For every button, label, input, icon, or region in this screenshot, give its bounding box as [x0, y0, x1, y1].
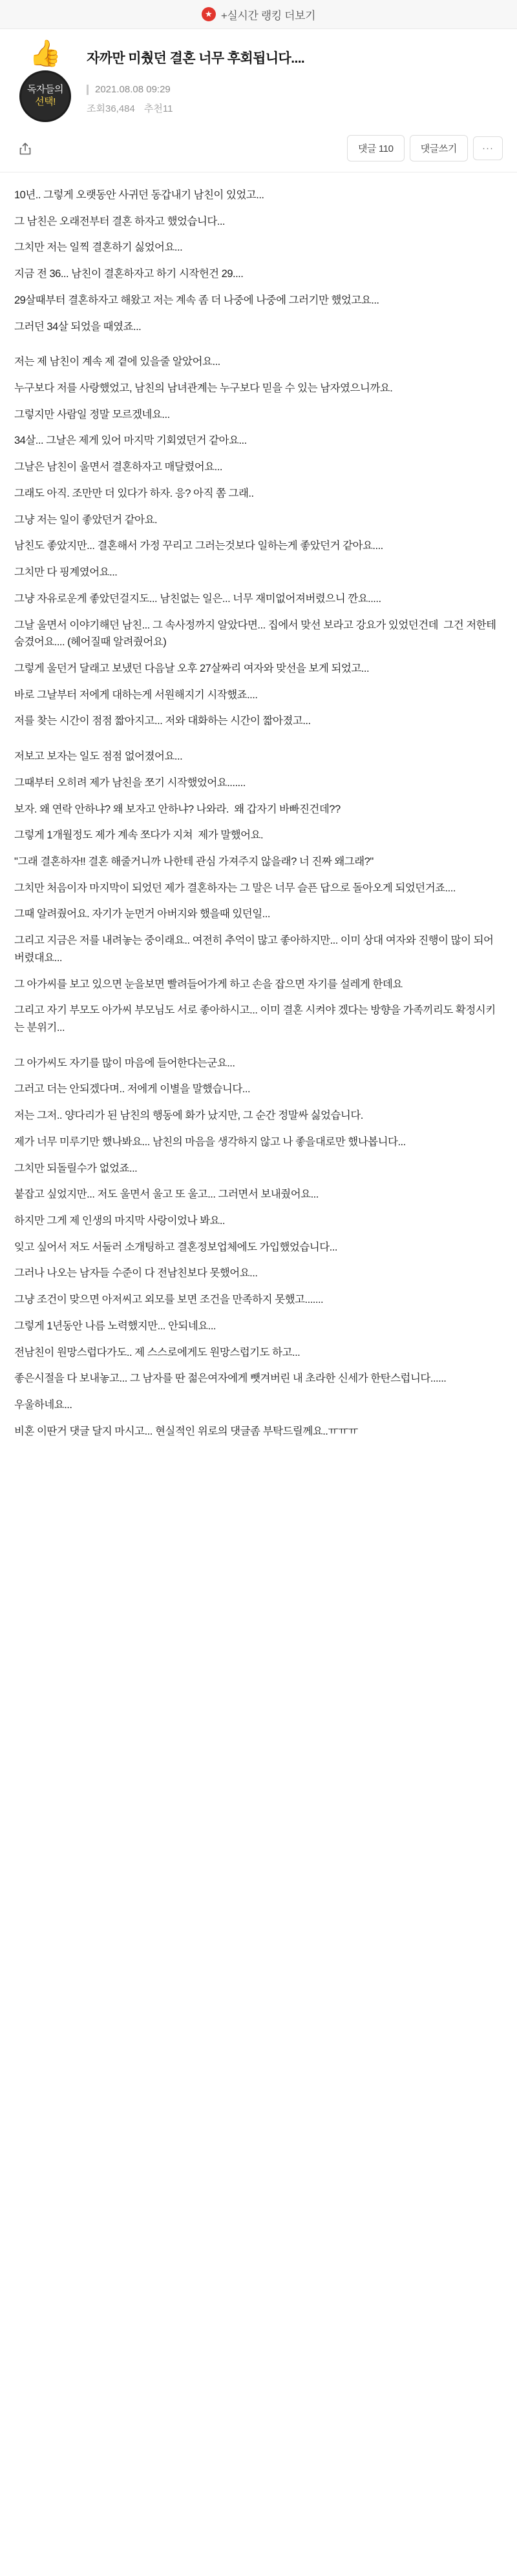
post-paragraph: 그러고 더는 안되겠다며.. 저에게 이별을 말했습니다... [14, 1083, 251, 1096]
star-icon: ★ [202, 7, 216, 21]
post-paragraph: 전남친이 원망스럽다가도.. 제 스스로에게도 원망스럽기도 하고... [14, 1346, 301, 1358]
post-paragraph: 비혼 이딴거 댓글 달지 마시고... 현실적인 위로의 댓글좀 부탁드릴께요..ㅠㅠㅠ [14, 1425, 358, 1437]
post-paragraph: 그렇게 1년동안 나름 노력했지만... 안되네요... [14, 1320, 216, 1332]
post-header-main [87, 41, 503, 115]
editors-choice-badge [19, 70, 71, 122]
post-paragraph: 그냥 조건이 맞으면 아저씨고 외모를 보면 조건을 만족하지 못했고....... [14, 1294, 324, 1306]
action-right-group [347, 135, 503, 161]
post-paragraph: 누구보다 저를 사랑했었고, 남친의 남녀관계는 누구보다 믿을 수 있는 남자였으니까요. [14, 382, 393, 395]
more-options-button[interactable]: ··· [473, 136, 503, 160]
post-paragraph: 그래도 아직. 조만만 더 있다가 하자. 응? 아직 쫌 그래.. [14, 487, 254, 499]
post-paragraph: 그 아가씨도 자기를 많이 마음에 들어한다는군요... [14, 1057, 235, 1069]
paragraph-spacer [14, 1046, 503, 1055]
post-paragraph: 그치만 저는 일찍 결혼하기 싫었어요... [14, 242, 183, 254]
paragraph-spacer [14, 739, 503, 748]
post-paragraph: 하지만 그게 제 인생의 마지막 사랑이었나 봐요.. [14, 1215, 226, 1227]
post-header [0, 29, 517, 129]
post-paragraph: 그냥 저는 일이 좋았던거 같아요. [14, 514, 158, 526]
post-paragraph: 그 아가씨를 보고 있으면 눈을보면 빨려들어가게 하고 손을 잡으면 자기를 설레게 한데요 [14, 978, 403, 990]
realtime-ranking-label: +실시간 랭킹 더보기 [220, 9, 316, 22]
post-paragraph: 그렇지만 사람일 정말 모르겠네요... [14, 408, 170, 421]
thumbs-up-icon: 👍 [29, 39, 61, 68]
post-paragraph: 저는 제 남친이 계속 제 곁에 있을줄 알았어요... [14, 356, 220, 368]
post-paragraph: 그리고 지금은 저를 내려놓는 중이래요.. 여전히 추억이 많고 좋아하지만... 이미 상대 여자와 진행이 많이 되어 버렸대요... [14, 935, 496, 964]
post-date: 2021.08.08 09:29 [95, 84, 171, 96]
post-paragraph: 우울하네요... [14, 1399, 72, 1411]
post-paragraph: 저보고 보자는 일도 점점 없어졌어요... [14, 751, 183, 763]
post-paragraph: 10년.. 그렇게 오랫동안 사귀던 동갑내기 남친이 있었고... [14, 189, 264, 201]
post-paragraph: 그러나 나오는 남자들 수준이 다 전남친보다 못했어요... [14, 1267, 258, 1280]
post-paragraph: 그냥 자유로운게 좋았던걸지도... 남친없는 일은... 너무 재미없어져버렸으니 깐요..... [14, 592, 381, 605]
post-paragraph: 29살때부터 결혼하자고 해왔고 저는 계속 좀 더 나중에 나중에 그러기만 했었고요... [14, 294, 379, 306]
post-paragraph: 제가 너무 미루기만 했나봐요... 남친의 마음을 생각하지 않고 나 좋을대로만 했나봅니다... [14, 1136, 406, 1148]
post-paragraph: 그때부터 오히려 제가 남친을 쪼기 시작했었어요....... [14, 776, 246, 789]
post-paragraph: 그치만 되돌릴수가 없었죠... [14, 1162, 138, 1174]
post-paragraph: 그때 알려줬어요. 자기가 눈먼거 아버지와 했을때 있던일... [14, 908, 270, 920]
post-paragraph: 그날은 남친이 울면서 결혼하자고 매달렸어요... [14, 461, 222, 473]
post-paragraph: 그러던 34살 되었을 때였죠... [14, 320, 142, 333]
post-paragraph: 저는 그저.. 양다리가 된 남친의 행동에 화가 났지만, 그 순간 정말싸 싫었습니다. [14, 1110, 363, 1122]
post-likes: 추천11 [143, 103, 173, 115]
post-paragraph: 그렇게 1개월정도 제가 계속 쪼다가 지쳐 제가 말했어요. [14, 829, 264, 842]
meta-divider [87, 85, 89, 95]
post-paragraph: 그 남친은 오래전부터 결혼 하자고 했었습니다... [14, 215, 226, 227]
badge-line-1: 독자들의 [27, 84, 63, 96]
share-icon[interactable] [14, 138, 36, 160]
post-paragraph: 보자. 왜 연락 안하냐? 왜 보자고 안하냐? 나와라. 왜 갑자기 바빠진건데?? [14, 803, 341, 815]
post-paragraph: 좋은시절을 다 보내놓고... 그 남자를 딴 젊은여자에게 뺏겨버린 내 초라한 신세가 한탄스럽니다...... [14, 1373, 447, 1385]
post-paragraph: 붙잡고 싶었지만... 저도 울면서 울고 또 울고... 그러면서 보내줬어요... [14, 1189, 319, 1201]
badge-line-2: 선택! [35, 96, 56, 107]
post-views: 조회36,484 [87, 103, 135, 115]
post-date-row [87, 84, 503, 95]
comments-button[interactable]: 댓글 110 [347, 135, 405, 161]
post-paragraph: "그래 결혼하자!! 결혼 해줄거니까 나한테 관심 가져주지 않을래? 너 진짜 왜그래?" [14, 855, 374, 867]
post-badge-group [14, 41, 76, 122]
paragraph-spacer [14, 344, 503, 353]
realtime-ranking-banner[interactable] [0, 0, 517, 29]
post-stats-row [87, 101, 503, 115]
post-paragraph: 그날 울면서 이야기해던 남친... 그 속사정까지 알았다면... 집에서 맞선 보라고 강요가 있었던건데 그건 저한테 숨겼어요.... (헤어질때 알려줬어요) [14, 619, 499, 649]
post-paragraph: 그치만 처음이자 마지막이 되었던 제가 결혼하자는 그 말은 너무 슬픈 답으로 돌아오게 되었던거죠.... [14, 882, 456, 894]
post-paragraph: 지금 전 36... 남친이 결혼하자고 하기 시작헌건 29.... [14, 268, 244, 280]
post-paragraph: 34살... 그날은 제게 있어 마지막 기회였던거 같아요... [14, 435, 247, 447]
post-content [0, 172, 517, 1466]
post-paragraph: 바로 그날부터 저에게 대하는게 서원해지기 시작했죠.... [14, 689, 258, 701]
page-title: 자까만 미췄던 결혼 너무 후회됩니다.... [87, 51, 305, 66]
write-comment-button[interactable]: 댓글쓰기 [410, 135, 468, 161]
post-paragraph: 그렇게 울던거 달래고 보냈던 다음날 오후 27살짜리 여자와 맞선을 보게 되었고... [14, 662, 370, 674]
post-paragraph: 그치만 다 핑계였어요... [14, 566, 118, 579]
post-paragraph: 잊고 싶어서 저도 서둘러 소개팅하고 결혼정보업체에도 가입했었습니다... [14, 1241, 337, 1253]
post-paragraph: 남친도 좋았지만... 결혼해서 가정 꾸리고 그러는것보다 일하는게 좋았던거 같아요.... [14, 540, 383, 552]
post-action-bar [0, 129, 517, 172]
post-paragraph: 그리고 자기 부모도 아가씨 부모님도 서로 좋아하시고... 이미 결혼 시켜야 겠다는 방향을 가족끼리도 확정시키는 분위기... [14, 1004, 496, 1034]
post-paragraph: 저를 찾는 시간이 점점 짧아지고... 저와 대화하는 시간이 짧아졌고... [14, 715, 311, 727]
